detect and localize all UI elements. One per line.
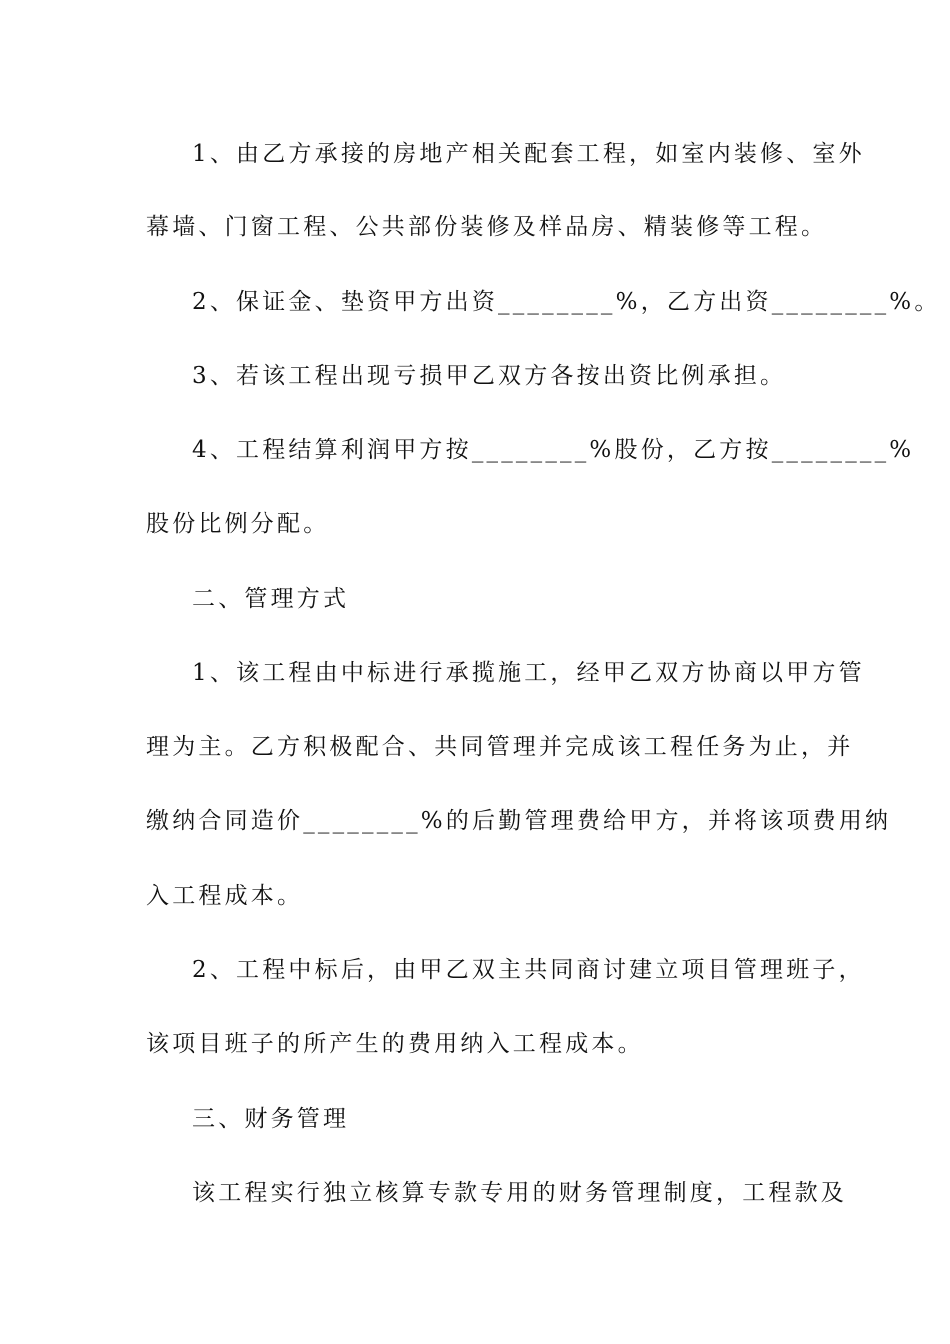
management-clause-1-line-1: 1、该工程由中标进行承揽施工，经甲乙双方协商以甲方管: [192, 660, 865, 686]
clause-1-line-2: 幕墙、门窗工程、公共部份装修及样品房、精装修等工程。: [146, 214, 828, 240]
clause-2: 2、保证金、垫资甲方出资________%，乙方出资________%。: [192, 289, 941, 315]
management-clause-2-line-1: 2、工程中标后，由甲乙双主共同商讨建立项目管理班子，: [192, 957, 865, 983]
clause-4-line-1: 4、工程结算利润甲方按________%股份，乙方按________%: [192, 437, 915, 463]
section-heading-finance: 三、财务管理: [192, 1106, 350, 1132]
finance-clause-line-1: 该工程实行独立核算专款专用的财务管理制度，工程款及: [192, 1180, 847, 1206]
management-clause-1-line-3: 缴纳合同造价________%的后勤管理费给甲方，并将该项费用纳: [146, 808, 892, 834]
clause-3: 3、若该工程出现亏损甲乙双方各按出资比例承担。: [192, 363, 787, 389]
management-clause-2-line-2: 该项目班子的所产生的费用纳入工程成本。: [146, 1031, 644, 1057]
clause-1-line-1: 1、由乙方承接的房地产相关配套工程，如室内装修、室外: [192, 141, 865, 167]
management-clause-1-line-4: 入工程成本。: [146, 883, 304, 909]
management-clause-1-line-2: 理为主。乙方积极配合、共同管理并完成该工程任务为止，并: [146, 734, 854, 760]
clause-4-line-2: 股份比例分配。: [146, 511, 330, 537]
section-heading-management: 二、管理方式: [192, 586, 350, 612]
